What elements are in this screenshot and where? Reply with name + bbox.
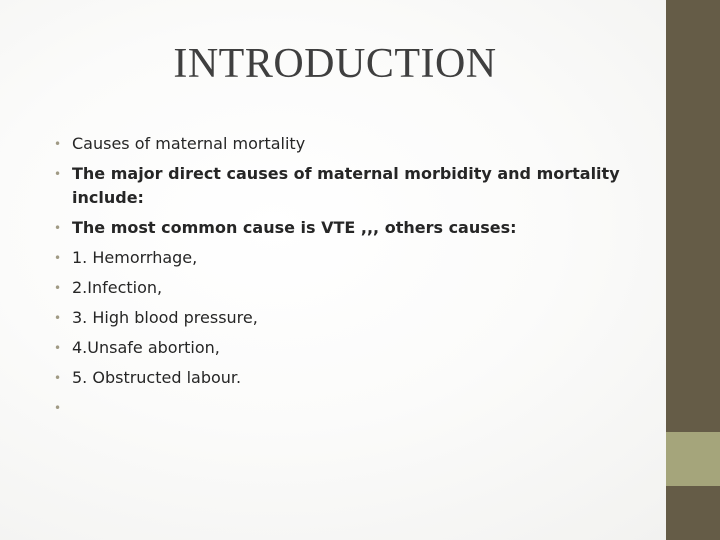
bullet-icon: •: [54, 311, 62, 325]
bullet-item: [50, 306, 650, 330]
bullet-icon: •: [54, 281, 62, 295]
bullet-icon: •: [54, 371, 62, 385]
side-accent-block: [666, 432, 720, 486]
bullet-item: [50, 162, 650, 210]
bullet-text: The most common cause is VTE ,,, others causes:: [72, 218, 517, 237]
bullet-item: [50, 216, 650, 240]
bullet-text: The major direct causes of maternal morbidity and mortality include:: [72, 164, 620, 207]
bullet-item: [50, 246, 650, 270]
bullet-icon: •: [54, 251, 62, 265]
bullet-item: [50, 366, 650, 390]
bullet-text: 4.Unsafe abortion,: [72, 338, 220, 357]
bullet-icon: •: [54, 341, 62, 355]
slide-title: INTRODUCTION: [173, 41, 497, 87]
bullet-text: Causes of maternal mortality: [72, 134, 306, 153]
bullet-icon: •: [54, 221, 62, 235]
bullet-icon: •: [54, 167, 62, 181]
bullet-icon: •: [54, 401, 62, 415]
bullet-list: [50, 132, 650, 415]
bullet-text: 1. Hemorrhage,: [72, 248, 198, 267]
bullet-text: 2.Infection,: [72, 278, 163, 297]
bullet-item: [50, 276, 650, 300]
bullet-text: 5. Obstructed labour.: [72, 368, 242, 387]
bullet-item: [50, 132, 650, 156]
bullet-item: [50, 336, 650, 360]
bullet-text: 3. High blood pressure,: [72, 308, 258, 327]
bullet-icon: •: [54, 137, 62, 151]
